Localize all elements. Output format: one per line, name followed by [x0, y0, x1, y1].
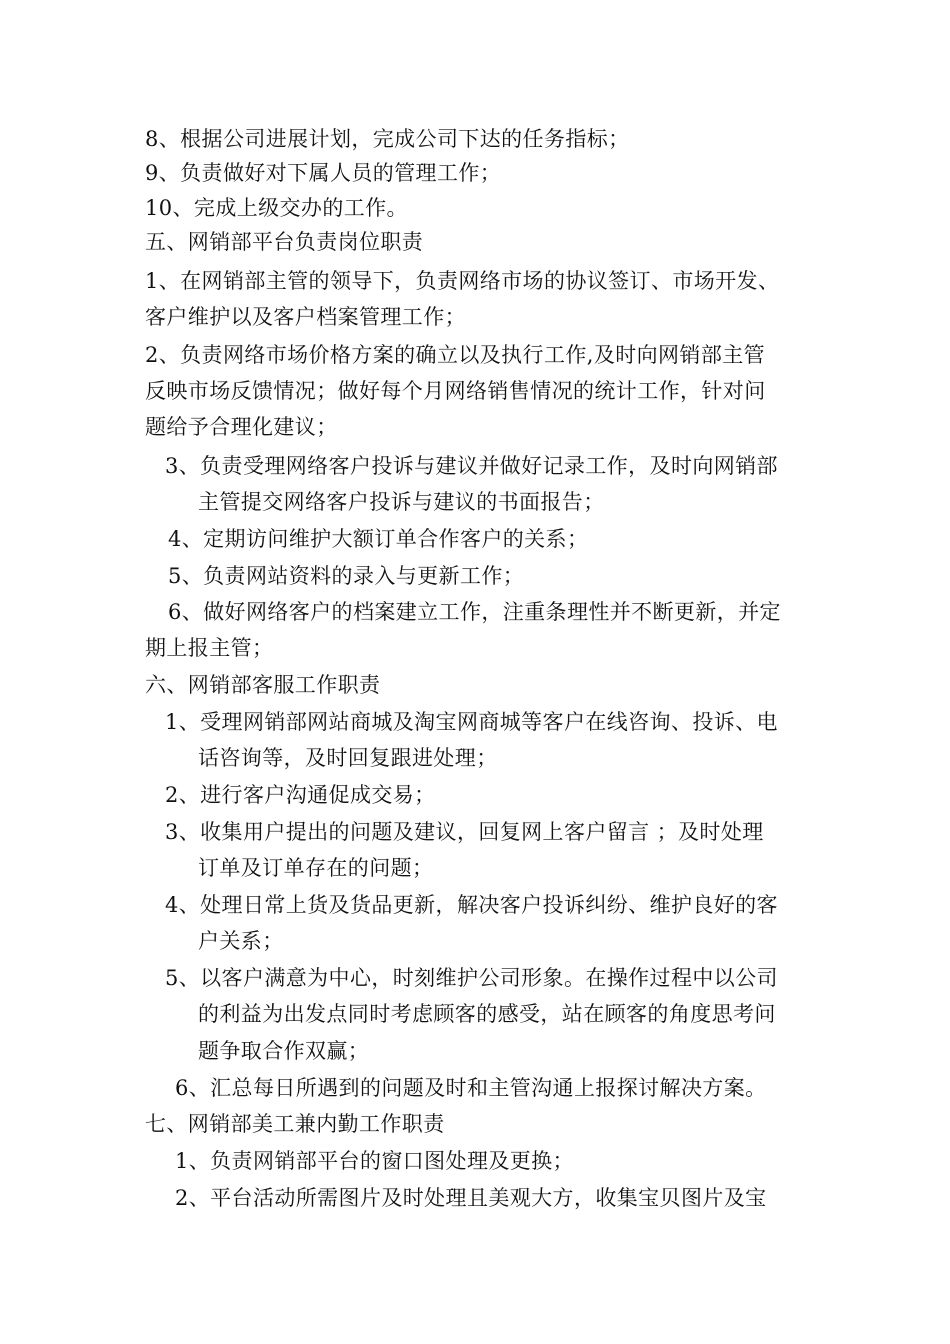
text-line: 反映市场反馈情况；做好每个月网络销售情况的统计工作，针对问 — [145, 379, 766, 403]
text-line: 订单及订单存在的问题； — [198, 856, 434, 880]
text-line: 8、根据公司进展计划，完成公司下达的任务指标； — [145, 127, 630, 151]
text-line: 户关系； — [198, 929, 284, 953]
text-line: 3、收集用户提出的问题及建议，回复网上客户留言 ；及时处理 — [165, 820, 764, 844]
section-heading: 六、网销部客服工作职责 — [145, 673, 381, 697]
text-line: 6、汇总每日所遇到的问题及时和主管沟通上报探讨解决方案。 — [175, 1076, 767, 1100]
text-line: 10、完成上级交办的工作。 — [145, 196, 408, 220]
section-heading: 七、网销部美工兼内勤工作职责 — [145, 1112, 445, 1136]
text-line: 6、做好网络客户的档案建立工作，注重条理性并不断更新，并定 — [168, 600, 781, 624]
text-line: 5、负责网站资料的录入与更新工作； — [168, 564, 525, 588]
text-line: 的利益为出发点同时考虑顾客的感受，站在顾客的角度思考问 — [198, 1002, 776, 1026]
text-line: 4、定期访问维护大额订单合作客户的关系； — [168, 527, 589, 551]
text-line: 1、受理网销部网站商城及淘宝网商城等客户在线咨询、投诉、电 — [165, 710, 778, 734]
text-line: 1、负责网销部平台的窗口图处理及更换； — [175, 1149, 574, 1173]
section-heading: 五、网销部平台负责岗位职责 — [145, 230, 424, 254]
text-line: 1、在网销部主管的领导下，负责网络市场的协议签订、市场开发、 — [145, 269, 780, 293]
text-line: 5、以客户满意为中心，时刻维护公司形象。在操作过程中以公司 — [165, 966, 778, 990]
text-line: 题给予合理化建议； — [145, 415, 338, 439]
text-line: 期上报主管； — [145, 636, 274, 660]
text-line: 题争取合作双赢； — [198, 1039, 370, 1063]
text-line: 2、进行客户沟通促成交易； — [165, 783, 436, 807]
text-line: 4、处理日常上货及货品更新，解决客户投诉纠纷、维护良好的客 — [165, 893, 778, 917]
text-line: 9、负责做好对下属人员的管理工作； — [145, 161, 502, 185]
text-line: 话咨询等，及时回复跟进处理； — [198, 746, 498, 770]
text-line: 2、平台活动所需图片及时处理且美观大方，收集宝贝图片及宝 — [175, 1186, 767, 1210]
text-line: 2、负责网络市场价格方案的确立以及执行工作,及时向网销部主管 — [145, 343, 766, 367]
text-line: 3、负责受理网络客户投诉与建议并做好记录工作，及时向网销部 — [165, 454, 778, 478]
text-line: 主管提交网络客户投诉与建议的书面报告； — [198, 490, 605, 514]
text-line: 客户维护以及客户档案管理工作； — [145, 305, 466, 329]
